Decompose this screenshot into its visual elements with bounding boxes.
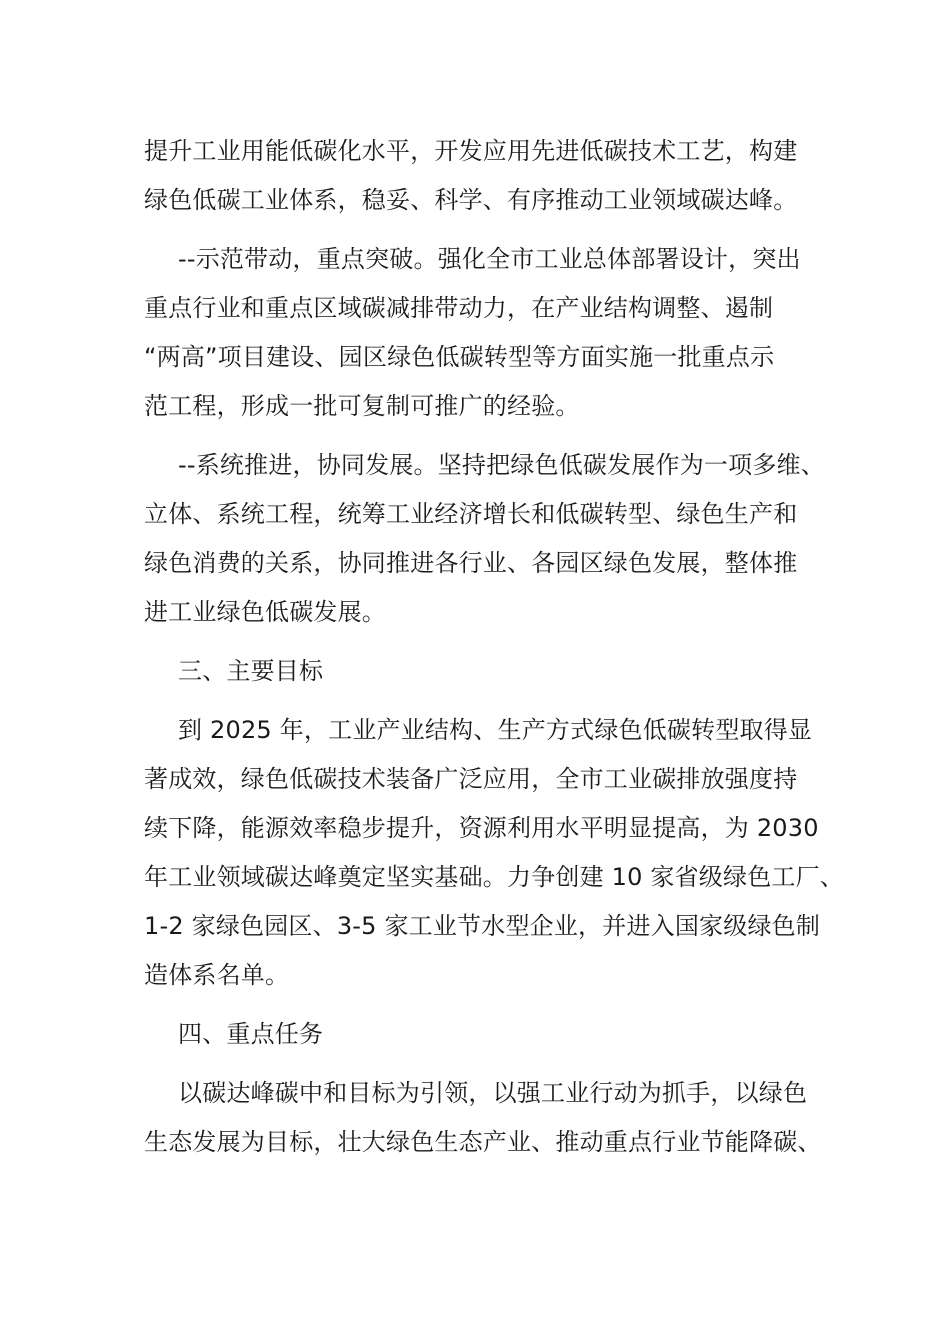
text-line: 续下降，能源效率稳步提升，资源利用水平明显提高，为 2030 (144, 814, 819, 842)
section-heading: 四、重点任务 (178, 1020, 324, 1048)
paragraph-goals (144, 706, 844, 1000)
text-line: 立体、系统工程，统筹工业经济增长和低碳转型、绿色生产和 (144, 500, 798, 528)
paragraph-demonstration (144, 235, 808, 431)
text-line: 绿色低碳工业体系，稳妥、科学、有序推动工业领域碳达峰。 (144, 186, 798, 214)
document-body (144, 127, 844, 1167)
text-line: 造体系名单。 (144, 961, 290, 989)
text-line: --示范带动，重点突破。强化全市工业总体部署设计，突出 (178, 245, 801, 273)
text-line: 重点行业和重点区域碳减排带动力，在产业结构调整、遏制 (144, 294, 774, 322)
section-heading-main-goals (144, 647, 808, 696)
section-heading: 三、主要目标 (178, 657, 324, 685)
text-line: 到 2025 年，工业产业结构、生产方式绿色低碳转型取得显 (178, 716, 813, 744)
text-line: 范工程，形成一批可复制可推广的经验。 (144, 392, 580, 420)
text-line: 1-2 家绿色园区、3-5 家工业节水型企业，并进入国家级绿色制 (144, 912, 821, 940)
text-line: 提升工业用能低碳化水平，开发应用先进低碳技术工艺，构建 (144, 137, 798, 165)
text-line: 进工业绿色低碳发展。 (144, 598, 386, 626)
text-line: 生态发展为目标，壮大绿色生态产业、推动重点行业节能降碳、 (144, 1128, 822, 1156)
text-line: 年工业领域碳达峰奠定坚实基础。力争创建 10 家省级绿色工厂、 (144, 863, 844, 891)
text-line: --系统推进，协同发展。坚持把绿色低碳发展作为一项多维、 (178, 451, 825, 479)
text-line: 著成效，绿色低碳技术装备广泛应用，全市工业碳排放强度持 (144, 765, 798, 793)
paragraph-tasks (144, 1069, 822, 1167)
section-heading-key-tasks (144, 1010, 808, 1059)
text-line: 绿色消费的关系，协同推进各行业、各园区绿色发展，整体推 (144, 549, 798, 577)
text-line: “两高”项目建设、园区绿色低碳转型等方面实施一批重点示 (144, 343, 775, 371)
paragraph-intro-continued (144, 127, 808, 225)
paragraph-systematic (144, 441, 825, 637)
text-line: 以碳达峰碳中和目标为引领，以强工业行动为抓手，以绿色 (178, 1079, 808, 1107)
